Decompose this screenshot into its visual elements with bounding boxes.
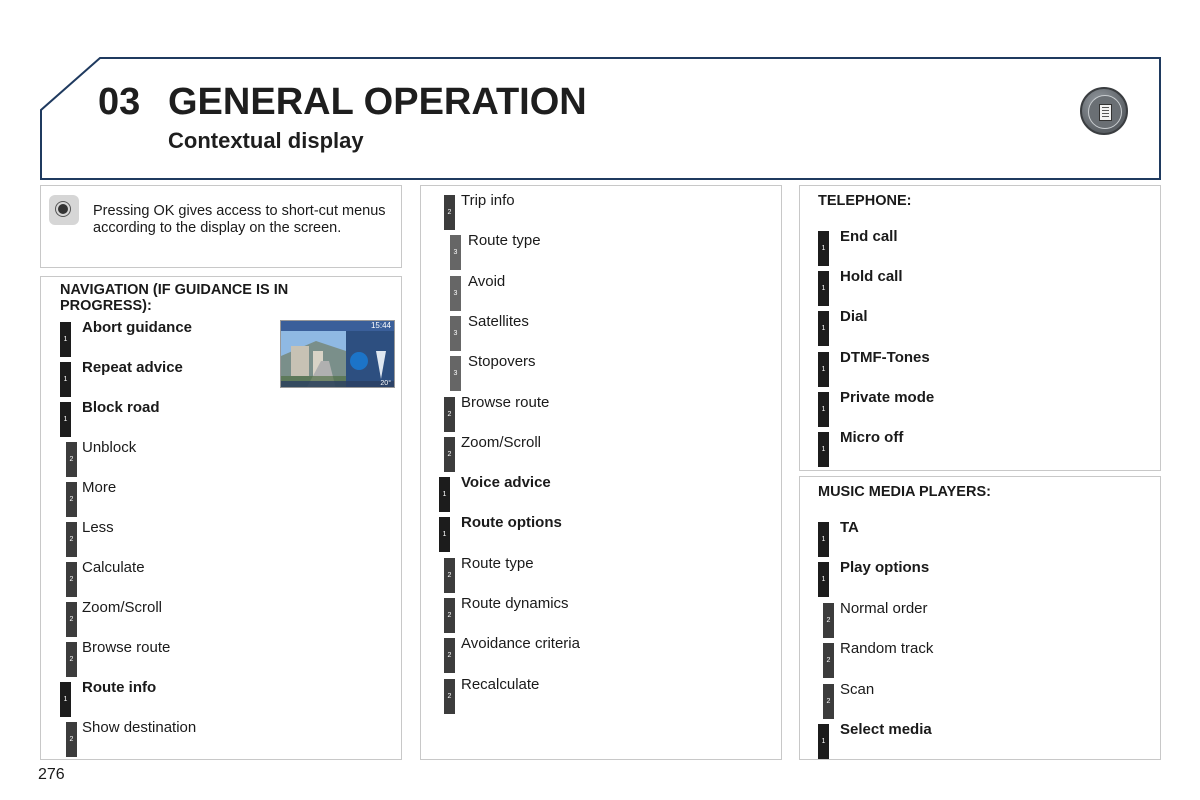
menu-item: Voice advice xyxy=(461,474,551,492)
level-marker: 1 xyxy=(60,322,71,357)
menu-item: Repeat advice xyxy=(82,359,183,376)
menu-item: Abort guidance xyxy=(82,319,193,336)
level-marker: 2 xyxy=(66,562,77,597)
manual-icon-inner xyxy=(1088,95,1122,129)
navigation-continued-box xyxy=(420,185,782,760)
menu-item: Random track xyxy=(840,640,934,658)
level-marker: 2 xyxy=(66,442,77,477)
menu-item: DTMF-Tones xyxy=(840,348,930,366)
menu-item: Route type xyxy=(468,232,541,250)
level-marker: 1 xyxy=(60,402,71,437)
level-marker: 1 xyxy=(818,231,829,266)
menu-item: TA xyxy=(840,519,859,536)
menu-item: Micro off xyxy=(840,429,904,446)
level-marker: 3 xyxy=(450,316,461,351)
level-marker: 1 xyxy=(60,362,71,397)
level-marker: 2 xyxy=(823,643,834,678)
menu-item: Normal order xyxy=(840,599,928,617)
level-marker: 2 xyxy=(66,722,77,757)
level-marker: 2 xyxy=(823,603,834,638)
level-marker: 2 xyxy=(66,642,77,677)
chapter-header xyxy=(40,57,1161,180)
music-title: MUSIC MEDIA PLAYERS: xyxy=(818,484,991,500)
menu-item: Avoidance criteria xyxy=(461,635,580,653)
menu-item: Route info xyxy=(82,679,157,696)
level-marker: 1 xyxy=(818,724,829,759)
menu-item: Calculate xyxy=(82,559,145,576)
level-marker: 1 xyxy=(818,352,829,387)
menu-item: Unblock xyxy=(82,439,137,456)
level-marker: 2 xyxy=(66,522,77,557)
level-marker: 2 xyxy=(444,638,455,673)
level-marker: 3 xyxy=(450,235,461,270)
menu-item: Dial xyxy=(840,308,868,326)
menu-item: Private mode xyxy=(840,388,935,406)
menu-item: Stopovers xyxy=(468,353,536,371)
level-marker: 1 xyxy=(818,392,829,427)
level-marker: 2 xyxy=(444,679,455,714)
menu-item: Less xyxy=(82,519,114,536)
level-marker: 1 xyxy=(818,432,829,467)
chapter-title: GENERAL OPERATION xyxy=(168,81,587,123)
level-marker: 3 xyxy=(450,356,461,391)
menu-item: End call xyxy=(840,228,898,245)
menu-item: Select media xyxy=(840,721,932,738)
level-marker: 2 xyxy=(444,195,455,230)
menu-item: Recalculate xyxy=(461,675,540,693)
menu-item: Zoom/Scroll xyxy=(82,599,163,616)
menu-item: Hold call xyxy=(840,268,903,286)
level-marker: 2 xyxy=(444,558,455,593)
navigation-screen-thumbnail xyxy=(280,320,395,388)
level-marker: 2 xyxy=(444,397,455,432)
menu-item: Avoid xyxy=(468,272,506,290)
level-marker: 1 xyxy=(439,477,450,512)
level-marker: 2 xyxy=(444,437,455,472)
ok-dial-icon xyxy=(49,195,79,225)
intro-text: Pressing OK gives access to short-cut menus according to the display on the screen. xyxy=(93,203,386,236)
level-marker: 1 xyxy=(818,271,829,306)
manual-icon xyxy=(1080,87,1128,135)
menu-item: Browse route xyxy=(461,393,550,411)
level-marker: 1 xyxy=(818,522,829,557)
ok-dial-center xyxy=(58,204,68,214)
level-marker: 1 xyxy=(818,311,829,346)
page-number: 276 xyxy=(38,766,65,783)
navigation-title: NAVIGATION (IF GUIDANCE IS IN PROGRESS): xyxy=(60,282,289,314)
menu-item: Route type xyxy=(461,554,534,572)
level-marker: 1 xyxy=(439,517,450,552)
menu-item: Satellites xyxy=(468,312,529,330)
menu-item: Trip info xyxy=(461,192,515,209)
level-marker: 2 xyxy=(823,684,834,719)
menu-item: Zoom/Scroll xyxy=(461,433,542,451)
menu-item: Play options xyxy=(840,559,930,577)
level-marker: 1 xyxy=(818,562,829,597)
level-marker: 2 xyxy=(444,598,455,633)
menu-item: Scan xyxy=(840,680,875,698)
level-marker: 1 xyxy=(60,682,71,717)
menu-item: Route options xyxy=(461,514,562,532)
menu-item: Block road xyxy=(82,399,160,416)
menu-item: Browse route xyxy=(82,639,171,656)
level-marker: 2 xyxy=(66,602,77,637)
chapter-number: 03 xyxy=(98,81,141,123)
thumbnail-temperature: 20° xyxy=(380,380,391,387)
telephone-title: TELEPHONE: xyxy=(818,193,912,209)
level-marker: 2 xyxy=(66,482,77,517)
menu-item: More xyxy=(82,479,117,496)
menu-item: Route dynamics xyxy=(461,595,569,612)
section-title: Contextual display xyxy=(168,128,364,153)
thumbnail-clock: 15:44 xyxy=(370,321,391,330)
document-icon xyxy=(1099,104,1112,121)
level-marker: 3 xyxy=(450,276,461,311)
menu-item: Show destination xyxy=(82,719,197,736)
